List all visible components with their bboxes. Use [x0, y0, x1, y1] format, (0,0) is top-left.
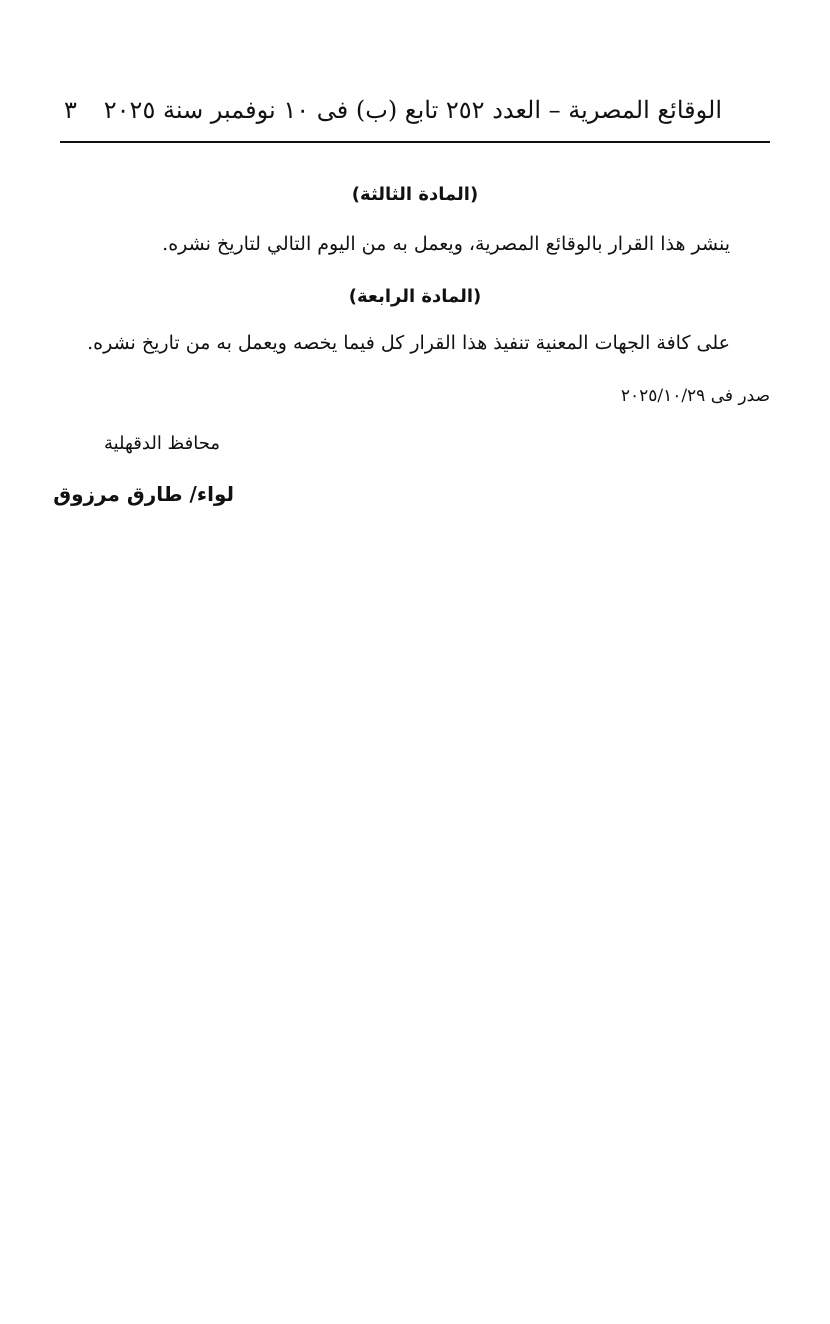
- signatory-name: لواء/ طارق مرزوق: [53, 482, 234, 506]
- page-number: ٣: [64, 96, 77, 124]
- header-title: الوقائع المصرية – العدد ٢٥٢ تابع (ب) فى ١٠ نوفمبر سنة ٢٠٢٥: [103, 96, 722, 124]
- article-3-text: ينشر هذا القرار بالوقائع المصرية، ويعمل به من اليوم التالي لتاريخ نشره.: [162, 233, 730, 255]
- issue-date: صدر فى ٢٠٢٥/١٠/٢٩: [620, 386, 770, 406]
- page-header: [58, 92, 770, 128]
- header-divider: [60, 141, 770, 143]
- article-3-heading: (المادة الثالثة): [351, 184, 479, 205]
- article-4-text: على كافة الجهات المعنية تنفيذ هذا القرار كل فيما يخصه ويعمل به من تاريخ نشره.: [87, 332, 730, 354]
- article-4-heading: (المادة الرابعة): [348, 286, 482, 307]
- signatory-title: محافظ الدقهلية: [103, 433, 220, 454]
